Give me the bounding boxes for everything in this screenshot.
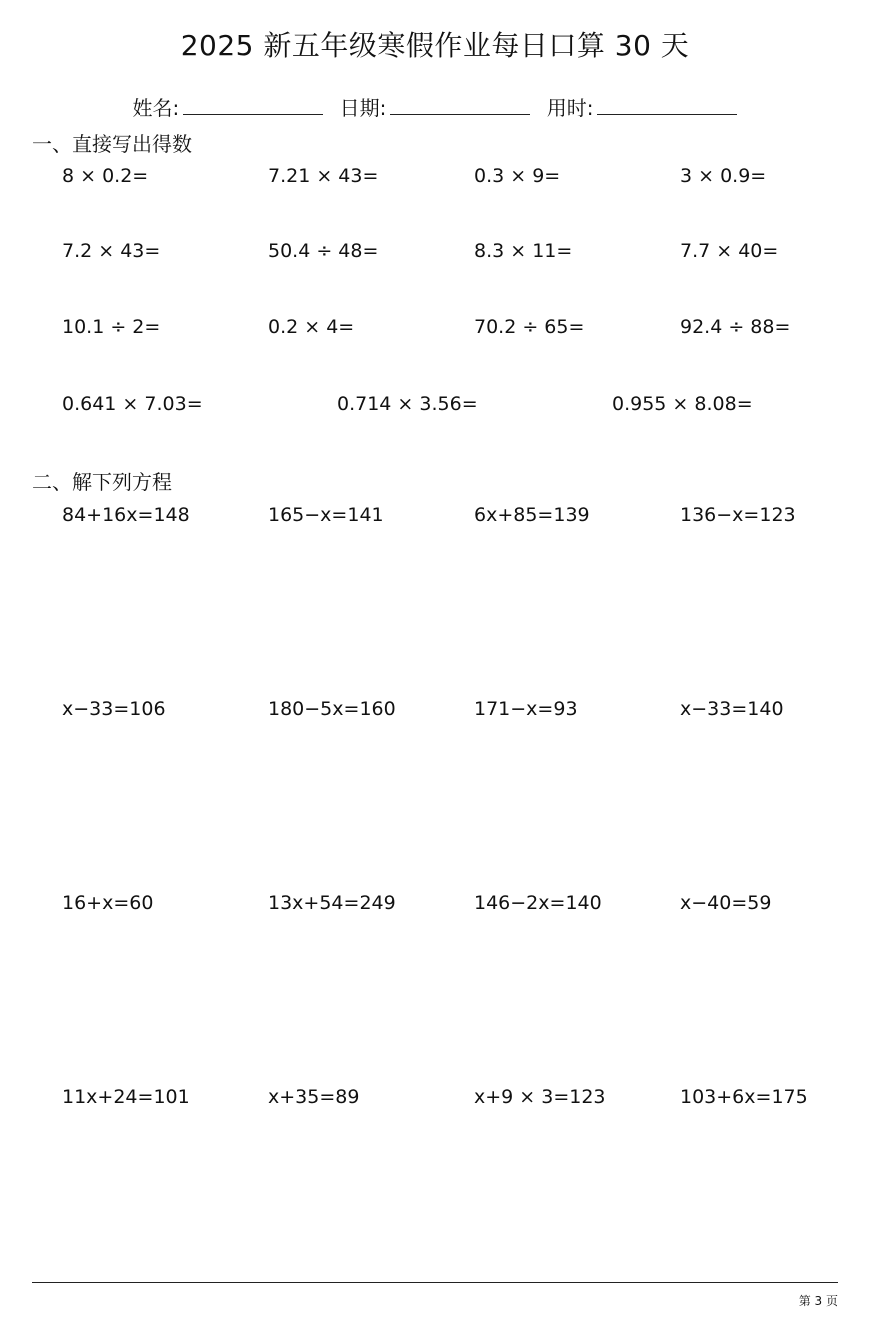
equation: 13x+54=249 bbox=[268, 892, 396, 914]
name-blank[interactable] bbox=[183, 94, 323, 115]
problem: 0.955 × 8.08= bbox=[612, 393, 753, 415]
time-blank[interactable] bbox=[597, 94, 737, 115]
equation: 103+6x=175 bbox=[680, 1086, 808, 1108]
date-blank[interactable] bbox=[390, 94, 530, 115]
equation: x+35=89 bbox=[268, 1086, 360, 1108]
equation: 11x+24=101 bbox=[62, 1086, 190, 1108]
equation: 136−x=123 bbox=[680, 504, 796, 526]
page-title: 2025 新五年级寒假作业每日口算 30 天 bbox=[180, 29, 690, 62]
name-field[interactable] bbox=[133, 94, 324, 122]
problem: 7.21 × 43= bbox=[268, 165, 379, 187]
equation: 16+x=60 bbox=[62, 892, 154, 914]
page-number: 第 3 页 bbox=[798, 1294, 838, 1308]
time-field[interactable] bbox=[547, 94, 738, 122]
equation: x+9 × 3=123 bbox=[474, 1086, 606, 1108]
problem: 0.714 × 3.56= bbox=[337, 393, 478, 415]
problem: 8 × 0.2= bbox=[62, 165, 149, 187]
time-label: 用时: bbox=[546, 96, 594, 120]
equation: 180−5x=160 bbox=[268, 698, 396, 720]
equation: 6x+85=139 bbox=[474, 504, 590, 526]
equation: x−33=106 bbox=[62, 698, 166, 720]
problem: 0.3 × 9= bbox=[474, 165, 561, 187]
problem: 92.4 ÷ 88= bbox=[680, 316, 791, 338]
student-info-row bbox=[0, 94, 870, 122]
section-heading-equations: 二、解下列方程 bbox=[32, 470, 172, 494]
section-heading-direct-answer: 一、直接写出得数 bbox=[32, 132, 192, 156]
date-field[interactable] bbox=[340, 94, 531, 122]
problem: 7.2 × 43= bbox=[62, 240, 161, 262]
problem: 3 × 0.9= bbox=[680, 165, 767, 187]
problem: 8.3 × 11= bbox=[474, 240, 573, 262]
problem: 70.2 ÷ 65= bbox=[474, 316, 585, 338]
problem: 0.2 × 4= bbox=[268, 316, 355, 338]
equation: 146−2x=140 bbox=[474, 892, 602, 914]
problem: 10.1 ÷ 2= bbox=[62, 316, 161, 338]
equation: 84+16x=148 bbox=[62, 504, 190, 526]
problem: 50.4 ÷ 48= bbox=[268, 240, 379, 262]
footer-divider bbox=[32, 1282, 838, 1283]
date-label: 日期: bbox=[339, 96, 387, 120]
equation: 171−x=93 bbox=[474, 698, 578, 720]
problem: 0.641 × 7.03= bbox=[62, 393, 203, 415]
equation: x−33=140 bbox=[680, 698, 784, 720]
equation: 165−x=141 bbox=[268, 504, 384, 526]
problem: 7.7 × 40= bbox=[680, 240, 779, 262]
name-label: 姓名: bbox=[132, 96, 180, 120]
equation: x−40=59 bbox=[680, 892, 772, 914]
